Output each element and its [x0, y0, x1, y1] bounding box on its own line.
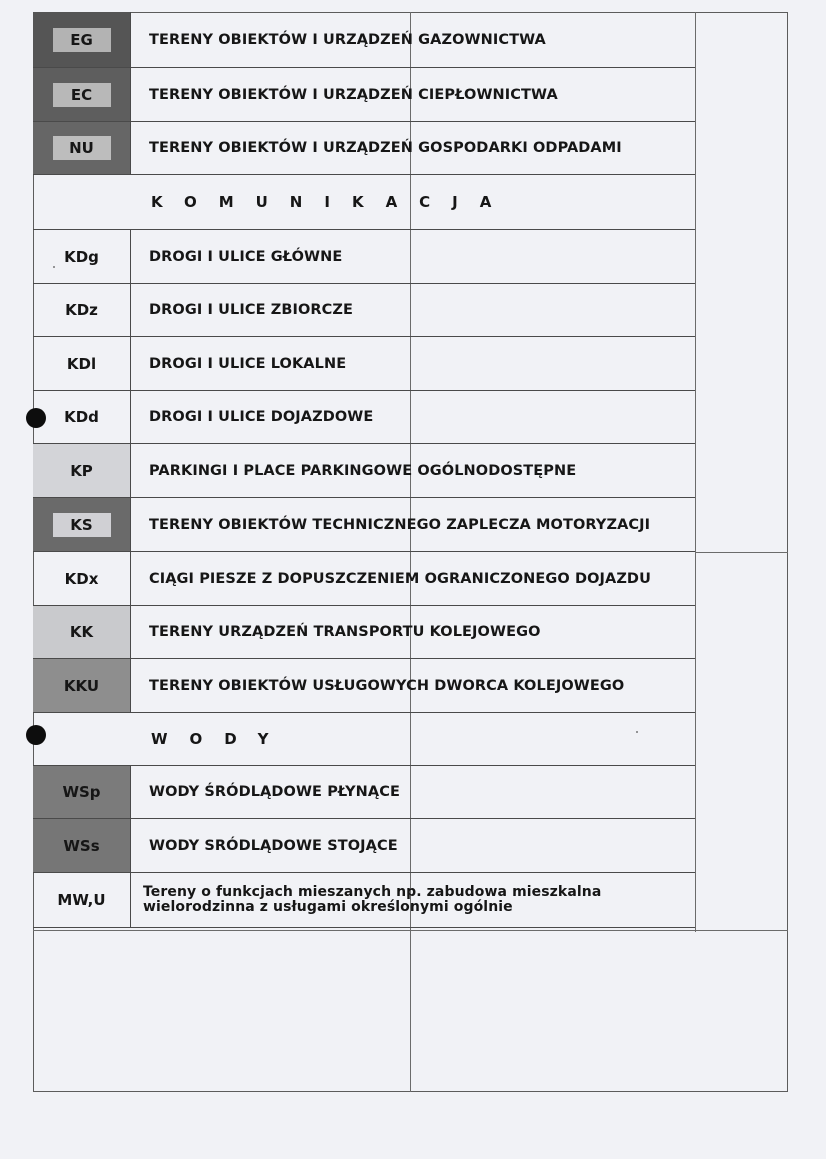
legend-code: KDx — [64, 569, 99, 588]
legend-section-title: WODY — [151, 730, 291, 748]
legend-row — [33, 122, 695, 175]
legend-description: PARKINGI I PLACE PARKINGOWE OGÓLNODOSTĘPNE — [149, 462, 577, 479]
legend-code: KDl — [66, 354, 97, 373]
legend-row — [33, 444, 695, 498]
legend-code-cell — [33, 230, 131, 283]
legend-description: TERENY OBIEKTÓW I URZĄDZEŃ GAZOWNICTWA — [149, 31, 546, 48]
legend-code-cell — [33, 498, 131, 551]
legend-section-row — [33, 713, 695, 766]
legend-row — [33, 12, 695, 68]
legend-description: TERENY OBIEKTÓW USŁUGOWYCH DWORCA KOLEJOWEGO — [149, 677, 625, 694]
legend-description: DROGI I ULICE LOKALNE — [149, 355, 347, 372]
legend-description: TERENY URZĄDZEŃ TRANSPORTU KOLEJOWEGO — [149, 624, 541, 640]
legend-swatch: KS — [53, 513, 111, 537]
legend-row — [33, 337, 695, 391]
legend-code: MW,U — [57, 891, 106, 909]
legend-code: WSp — [62, 783, 101, 801]
legend-description: TERENY OBIEKTÓW TECHNICZNEGO ZAPLECZA MOTORYZACJI — [149, 516, 651, 533]
legend-description: WODY SRÓDLĄDOWE STOJĄCE — [149, 837, 398, 854]
legend-row — [33, 284, 695, 337]
legend-code-cell — [33, 337, 131, 390]
legend-row — [33, 873, 695, 928]
legend-code-cell — [33, 713, 131, 765]
legend-code: KDz — [65, 301, 98, 319]
legend-code-cell — [33, 873, 131, 927]
right-extension-line — [695, 552, 788, 553]
legend-code: KDg — [64, 247, 99, 266]
legend-code-cell — [33, 175, 131, 229]
legend-description: TERENY OBIEKTÓW I URZĄDZEŃ CIEPŁOWNICTWA — [149, 86, 558, 103]
legend-code: KP — [70, 461, 93, 480]
legend-row — [33, 766, 695, 819]
legend-row — [33, 819, 695, 873]
legend-description: DROGI I ULICE ZBIORCZE — [149, 302, 354, 318]
legend-code-cell — [33, 284, 131, 336]
legend-swatch: EC — [53, 83, 111, 107]
legend-code-cell — [33, 122, 131, 174]
legend-code-cell — [33, 552, 131, 605]
legend-code-cell — [33, 766, 131, 818]
legend-row — [33, 498, 695, 552]
legend-section-row — [33, 175, 695, 230]
legend-row — [33, 230, 695, 284]
legend-description: Tereny o funkcjach mieszanych np. zabudowa mieszkalna wielorodzinna z usługami określonymi ogólnie — [143, 884, 602, 915]
legend-code-cell — [33, 12, 131, 67]
legend-row — [33, 552, 695, 606]
legend-row — [33, 68, 695, 122]
right-column-line — [695, 12, 696, 932]
legend-section-title: KOMUNIKACJA — [151, 193, 514, 211]
legend-description: TERENY OBIEKTÓW I URZĄDZEŃ GOSPODARKI ODPADAMI — [149, 140, 622, 156]
legend-description: DROGI I ULICE GŁÓWNE — [149, 248, 343, 265]
legend-description: WODY ŚRÓDLĄDOWE PŁYNĄCE — [149, 784, 400, 800]
legend-code: WSs — [63, 836, 100, 855]
legend-code: KK — [69, 623, 94, 641]
legend-swatch: NU — [53, 136, 111, 160]
land-use-legend-table — [33, 12, 695, 928]
table-bottom-extension-line — [33, 930, 788, 931]
legend-code: KDd — [64, 408, 99, 426]
legend-row — [33, 391, 695, 444]
legend-row — [33, 606, 695, 659]
legend-code-cell — [33, 68, 131, 121]
legend-code: KKU — [63, 676, 100, 695]
legend-row — [33, 659, 695, 713]
legend-code-cell — [33, 444, 131, 497]
legend-code-cell — [33, 659, 131, 712]
legend-code-cell — [33, 391, 131, 443]
legend-code-cell — [33, 606, 131, 658]
legend-description: CIĄGI PIESZE Z DOPUSZCZENIEM OGRANICZONEGO DOJAZDU — [149, 570, 651, 587]
legend-code-cell — [33, 819, 131, 872]
legend-swatch: EG — [53, 28, 111, 52]
legend-description: DROGI I ULICE DOJAZDOWE — [149, 409, 374, 425]
